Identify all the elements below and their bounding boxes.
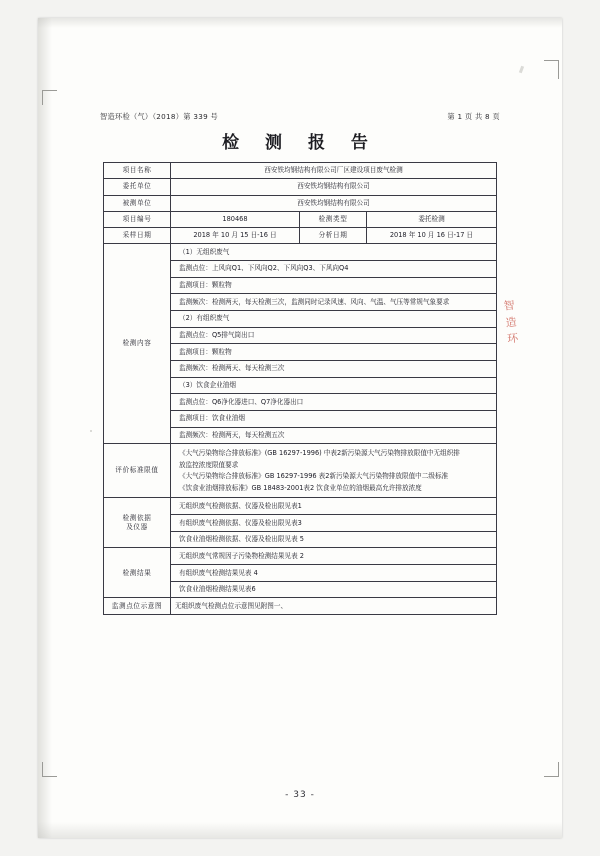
table-row-content bbox=[104, 244, 497, 444]
basis-line: 有组织废气检测依据、仪器及检出限见表3 bbox=[171, 515, 496, 532]
row-label-sketch: 监测点位示意图 bbox=[104, 598, 171, 614]
content-line: （3）饮食企业油烟 bbox=[171, 378, 496, 395]
content-line: 监测频次：检测两天，每天检测五次 bbox=[179, 431, 285, 440]
row-label-project-name: 项目名称 bbox=[104, 163, 171, 179]
crop-mark-top-right bbox=[544, 60, 559, 79]
stamp-char: 环 bbox=[506, 331, 519, 346]
stamp-char: 造 bbox=[504, 315, 518, 330]
row-value-test-type: 委托检测 bbox=[367, 211, 497, 227]
row-value-basis-instruments bbox=[171, 498, 497, 548]
result-line: 无组织废气常规因子污染物检测结果见表 2 bbox=[171, 548, 496, 565]
content-line: 监测项目：饮食业油烟 bbox=[171, 411, 496, 428]
table-row bbox=[104, 179, 497, 195]
content-line: 监测频次：检测两天，每天检测三次，监测同时记录风速、风向、气温、气压等常规气象要求 bbox=[171, 294, 496, 311]
row-label-test-content: 检测内容 bbox=[104, 244, 171, 444]
content-line: 监测点位：Q5排气筒出口 bbox=[171, 328, 496, 345]
table-row bbox=[104, 195, 497, 211]
table-row-standard bbox=[104, 444, 497, 498]
row-value-sketch: 无组织废气检测点位示意图见附图一、 bbox=[171, 598, 497, 614]
scan-shadow-top bbox=[38, 18, 562, 28]
row-value-analysis-date: 2018 年 10 月 16 日-17 日 bbox=[367, 228, 497, 244]
content-line: 监测频次：检测两天、每天检测三次 bbox=[171, 361, 496, 378]
row-label-basis-instruments bbox=[104, 498, 171, 548]
crop-mark-bottom-left bbox=[42, 762, 57, 777]
page-title: 检 测 报 告 bbox=[222, 133, 378, 153]
result-line: 有组织废气检测结果见表 4 bbox=[171, 565, 496, 582]
table-row-basis bbox=[104, 498, 497, 548]
row-label-tested-unit: 被测单位 bbox=[104, 195, 171, 211]
row-label-test-type: 检测类型 bbox=[300, 211, 367, 227]
result-line: 饮食业油烟检测结果见表6 bbox=[179, 585, 256, 594]
table-row bbox=[104, 211, 497, 227]
crop-mark-bottom-right bbox=[544, 762, 559, 777]
row-label-client: 委托单位 bbox=[104, 179, 171, 195]
row-value-test-content bbox=[171, 244, 497, 444]
basis-line: 饮食业油烟检测依据、仪器及检出限见表 5 bbox=[179, 535, 304, 544]
basis-label-line: 检测依据 bbox=[122, 514, 152, 523]
row-value-standard-limit bbox=[171, 444, 497, 498]
row-value-client: 西安铁均钢结构有限公司 bbox=[171, 179, 497, 195]
content-line: 监测项目：颗粒物 bbox=[171, 344, 496, 361]
table-row-result bbox=[104, 548, 497, 598]
page-number: - 33 - bbox=[285, 790, 315, 800]
header-page-indicator: 第 1 页 共 8 页 bbox=[447, 112, 500, 121]
basis-line: 无组织废气检测依据、仪器及检出限见表1 bbox=[171, 498, 496, 515]
standard-line: 放监控浓度限值要求 bbox=[179, 460, 239, 469]
row-value-test-result bbox=[171, 548, 497, 598]
row-value-project-name: 西安铁均钢结构有限公司厂区建设项目废气检测 bbox=[171, 163, 497, 179]
content-line: 监测项目：颗粒物 bbox=[171, 278, 496, 295]
standard-line: 《大气污染物综合排放标准》(GB 16297-1996) 中表2新污染源大气污染物排放限值中无组织排 bbox=[179, 448, 460, 457]
standard-line: 《大气污染物综合排放标准》GB 16297-1996 表2新污染源大气污染物排放限值中二级标准 bbox=[179, 472, 449, 481]
crop-mark-top-left bbox=[42, 90, 57, 105]
basis-label-line: 及仪器 bbox=[126, 522, 148, 531]
table-row bbox=[104, 228, 497, 244]
content-line: 监测点位：上风向Q1、下风向Q2、下风向Q3、下风向Q4 bbox=[171, 261, 496, 278]
table-row bbox=[104, 163, 497, 179]
row-value-sampling-date: 2018 年 10 月 15 日-16 日 bbox=[171, 228, 300, 244]
header-doc-number: 智造环检（气）（2018）第 339 号 bbox=[100, 112, 219, 121]
document-header bbox=[100, 112, 500, 122]
content-line: （2）有组织废气 bbox=[171, 311, 496, 328]
row-label-sampling-date: 采样日期 bbox=[104, 228, 171, 244]
row-value-tested-unit: 西安铁均钢结构有限公司 bbox=[171, 195, 497, 211]
row-label-standard-limit: 评价标准限值 bbox=[104, 444, 171, 498]
content-line: 监测点位：Q6净化器进口、Q7净化器出口 bbox=[171, 394, 496, 411]
stamp-char: 智 bbox=[503, 298, 516, 313]
table-row-sketch bbox=[104, 598, 497, 614]
row-label-project-id: 项目编号 bbox=[104, 211, 171, 227]
report-table bbox=[103, 162, 497, 615]
row-label-analysis-date: 分析日期 bbox=[300, 228, 367, 244]
standard-line: 《饮食业油烟排放标准》GB 18483-2001表2 饮食业单位的油烟最高允许排放浓度 bbox=[179, 483, 422, 492]
row-label-test-result: 检测结果 bbox=[104, 548, 171, 598]
scan-shadow-bottom bbox=[38, 822, 562, 838]
content-line: （1）无组织废气 bbox=[171, 244, 496, 261]
row-value-project-id: 180468 bbox=[171, 211, 300, 227]
scan-speck bbox=[90, 430, 92, 432]
